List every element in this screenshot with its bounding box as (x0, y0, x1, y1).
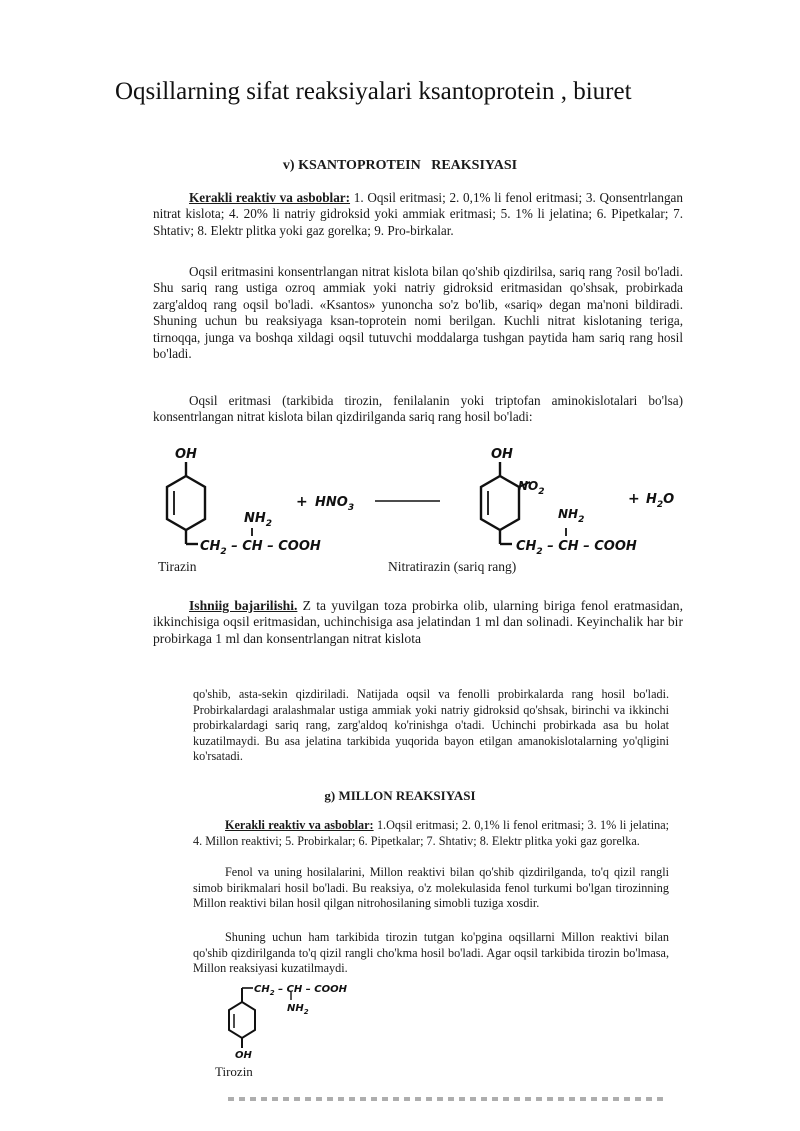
side-chain-label: $CH_2$ – CH – COOH (254, 984, 347, 997)
procedure-text: Z ta yuvilgan toza probirka olib, ularning biriga fenol eratmasidan, ikkinchisiga oqsil eritmasidan, uchinchisiga asa jelatindan 1 ml dan solinadi. Keyinchalik har bir probirkaga 1 ml dan konsentrlangan nitrat kislota (153, 598, 683, 646)
tyrosine-ring-left (167, 462, 252, 544)
no2-label: $NO_2$ (518, 479, 545, 497)
oh-label-right: OH (491, 447, 513, 462)
nh2-label-left: $NH_2$ (244, 511, 273, 529)
plus-sign-2: + (628, 491, 640, 507)
plus-sign-1: + (296, 494, 308, 510)
caption-tirozin: Tirozin (215, 1064, 253, 1079)
reagents-text: 1.Oqsil eritmasi; 2. 0,1% li fenol eritmasi; 3. 1% li jelatina; 4. Millon reaktivi; 5. Probirkalar; 6. Pipetkalar; 7. Shtativ; 8. Elektr plitka yoki gaz gorelka. (193, 818, 669, 848)
water-label: $H_2O$ (646, 492, 675, 510)
side-chain-left: $CH_2$ – CH – COOH (200, 539, 321, 557)
paragraph-ksantos (153, 264, 683, 362)
reagents-label: Kerakli reaktiv va asboblar: (189, 190, 351, 205)
caption-nitratirazin: Nitratirazin (sariq rang) (388, 559, 517, 574)
paragraph-reagents-g (193, 818, 669, 849)
paragraph-oqsil-eritmasi (153, 393, 683, 426)
procedure-label: Ishniig bajarilishi. (189, 598, 298, 613)
paragraph-text: Shuning uchun ham tarkibida tirozin tutgan ko'pgina oqsillarni Millon reaktivi bilan qo'shib qizdirilganda to'q qizil rangli cho'kma hosil bo'ladi. Agar oqsil tarkibida tirozin bo'lmasa, Millon reaksiyasi kuzatilmaydi. (193, 930, 669, 976)
nh2-label: $NH_2$ (287, 1003, 309, 1016)
paragraph-reagents-v (153, 190, 683, 239)
reagents-text: 1. Oqsil eritmasi; 2. 0,1% li fenol eritmasi; 3. Qonsentrlangan nitrat kislota; 4. 20% li natriy gidroksid yoki ammiak eritmasi; 5. 1% li jelatina; 6. Pipetkalar; 7. Shtativ; 8. Elektr plitka yoki gaz gorelka; 9. Pro-birkalar. (153, 190, 683, 238)
page-title: Oqsillarning sifat reaksiyalari ksantoprotein , biuret (115, 78, 632, 105)
paragraph-procedure (153, 598, 683, 647)
nitrotyrosine-ring-right (481, 462, 566, 544)
section-heading-millon: g) MILLON REAKSIYASI (324, 788, 476, 803)
caption-tirazin: Tirazin (158, 559, 197, 574)
paragraph-text: qo'shib, asta-sekin qizdiriladi. Natijada oqsil va fenolli probirkalarda rang hosil bo'ladi. Probirkalardagi aralashmalar ustiga ammiak yoki natriy gidroksid qo'shsak, birinchi va ikkinchi probirkalardagi sariq rang, zarg'aldoq ko'rinishga o'tadi. Uchinchi probirkada asa bu holat kuzatilmaydi. Bu asa jelatina tarkibida yuqorida bayon etilgan amanokislotalarning yo'qligini ko'rsatadi. (193, 687, 669, 764)
paragraph-text: Oqsil eritmasini konsentrlangan nitrat kislota bilan qo'shib qizdirilsa, sariq rang ?osil bo'ladi. Shu sariq rang ustiga ozroq ammiak yoki natriy gidroksid eritmasidan qo'shsak, probirkada zarg'aldoq rang oqsil bo'ladi. «Ksantos» yunoncha so'z bo'lib, «sariq» degan ma'noni bildiradi. Shuning uchun bu reaksiyaga ksan-toprotein nomi berilgan. Kuchli nitrat kislotaning teriga, tirnoqqa, junga va boshqa xildagi oqsil tutuvchi moddalarga tushgan paytida ham sariq rang hosil bo'ladi. (153, 264, 683, 362)
paragraph-continuation (193, 687, 669, 765)
reaction-scheme (150, 440, 690, 565)
oh-label: OH (235, 1050, 252, 1061)
paragraph-text: Fenol va uning hosilalarini, Millon reaktivi bilan qo'shib qizdirilganda, to'q qizil rangli simob birikmalari hosil bo'ladi. Bu reaksiya, o'z molekulasida fenol turkumi bo'lgan tirozinning Millon reaktivi bilan hosil qilgan nitrohosilaning simobli tuziga xosdir. (193, 865, 669, 911)
paragraph-shuning (193, 930, 669, 977)
oh-label-left: OH (175, 447, 197, 462)
paragraph-fenol (193, 865, 669, 912)
section-heading-ksantoprotein: v) KSANTOPROTEIN REAKSIYASI (282, 158, 518, 173)
reagents-label: Kerakli reaktiv va asboblar: (225, 818, 374, 832)
nitric-acid-label: $HNO_3$ (315, 495, 355, 513)
cut-off-text-line (228, 1097, 668, 1101)
side-chain-right: $CH_2$ – CH – COOH (516, 539, 637, 557)
tyrosine-structure (215, 982, 375, 1062)
nh2-label-right: $NH_2$ (558, 507, 585, 525)
paragraph-text: Oqsil eritmasi (tarkibida tirozin, fenilalanin yoki triptofan aminokislotalari bo'lsa) konsentrlangan nitrat kislota bilan qizdirilganda sariq rang hosil bo'ladi: (153, 393, 683, 425)
